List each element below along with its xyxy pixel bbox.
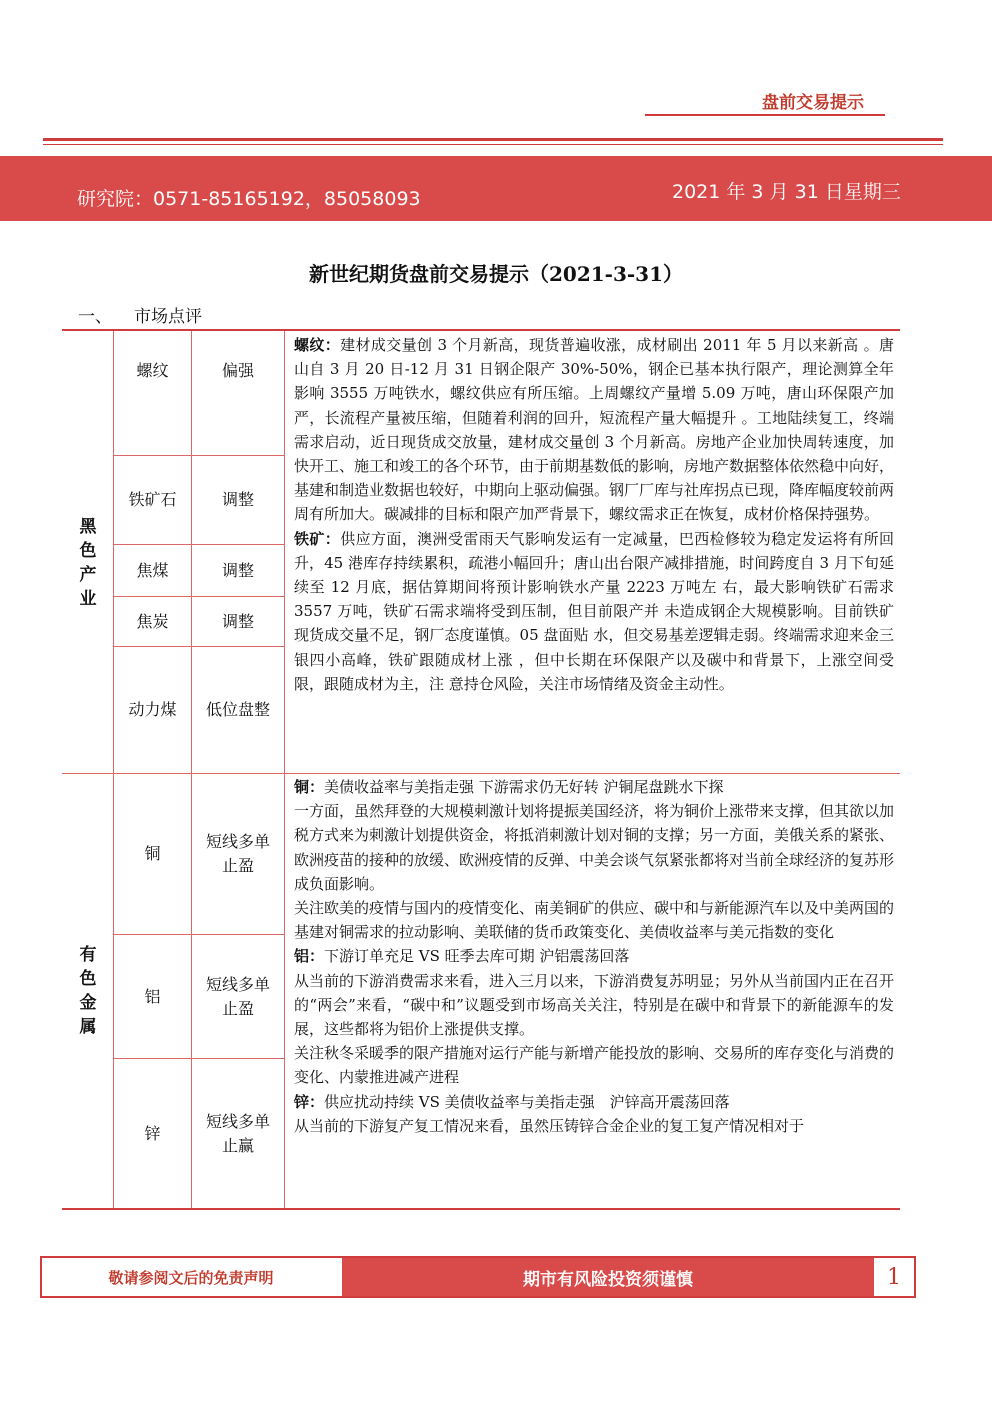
al-paragraph-1: 从当前的下游消费需求来看，进入三月以来，下游消费复苏明显；另外从当前国内正在召开的“两会”来看，“碳中和”议题受到市场高关关注，特别是在碳中和背景下的新能源车的发展，这些都将为铝价上涨提供支撑。 xyxy=(294,971,895,1039)
zn-paragraph-1: 从当前的下游复产复工情况来看，虽然压铸锌合金企业的复工复产情况相对于 xyxy=(294,1116,805,1135)
header-rule-thin xyxy=(43,144,943,145)
row-name: 焦炭 xyxy=(136,611,169,631)
row-view: 偏强 xyxy=(221,361,254,380)
header-tag-underline xyxy=(645,114,885,116)
al-paragraph-2: 关注秋冬采暖季的限产措施对运行产能与新增产能投放的影响、交易所的库存变化与消费的变化、内蒙推进减产进程 xyxy=(294,1044,895,1087)
rebar-label: 螺纹： xyxy=(294,336,341,354)
page-number: 1 xyxy=(887,1264,901,1290)
section-number: 一、 xyxy=(78,307,112,327)
report-date: 2021 年 3 月 31 日星期三 xyxy=(672,181,901,203)
iron-paragraph xyxy=(294,527,894,696)
row-view: 调整 xyxy=(221,611,254,631)
row-name: 焦煤 xyxy=(136,560,169,580)
iron-label: 铁矿： xyxy=(294,529,341,548)
category-black: 黑色产业 xyxy=(79,517,97,609)
zn-head: 供应扰动持续 VS 美债收益率与美指走强 沪锌高开震荡回落 xyxy=(324,1092,730,1111)
al-head: 下游订单充足 VS 旺季去库可期 沪铝震荡回落 xyxy=(324,947,630,966)
category-nonferrous: 有色金属 xyxy=(79,945,97,1037)
zn-heading xyxy=(294,1090,894,1114)
row-name: 动力煤 xyxy=(128,700,177,719)
rebar-body: 建材成交量创 3 个月新高，现货普遍收涨，成材刷出 2011 年 5 月以来新高 。唐山自 3 月 20 日-12 月 31 日钢企限产 30%-50%，钢企已基本执行限产，理论测算全年影响 3555 万吨铁水，螺纹供应有所压缩。上周螺纹产量增 5.09 万吨，唐山环保限产加严，长流程产量被压缩，但随着利润的回升，短流程产量大幅提升 。工地陆续复工，终端需求启动，近日现货成交放量，建材成交量创 3 个月新高。房地产企业加快周转速度，加快开工、施工和竣工的各个环节，由于前期基数低的影响，房地产数据整体依然稳中向好，基建和制造业数据也较好，中期向上驱动偏强。钢厂厂库与社库拐点已现，降库幅度较前两周有所加大。碳减排的目标和限产加严背景下，螺纹需求正在恢复，成材价格保持强势。 xyxy=(294,336,895,524)
table-col-line-3 xyxy=(284,331,285,1208)
contact-info: 研究院：0571-85165192，85058093 xyxy=(77,188,421,210)
al-heading xyxy=(294,944,894,968)
row-name: 铝 xyxy=(144,986,161,1006)
cu-heading xyxy=(294,775,894,799)
footer-disclaimer: 敬请参阅文后的免责声明 xyxy=(108,1268,274,1287)
header-rule-thick xyxy=(43,138,943,141)
zn-label: 锌： xyxy=(294,1092,325,1111)
black-commentary xyxy=(294,333,894,696)
section-label: 市场点评 xyxy=(134,307,202,327)
cu-head: 美债收益率与美指走强 下游需求仍无好转 沪铜尾盘跳水下探 xyxy=(324,778,724,796)
row-name: 铜 xyxy=(144,844,161,863)
row-view: 调整 xyxy=(221,560,254,580)
cu-label: 铜： xyxy=(294,778,325,796)
rebar-paragraph xyxy=(294,333,894,527)
cu-paragraph-1: 一方面，虽然拜登的大规模刺激计划将提振美国经济，将为铜价上涨带来支撑，但其欲以加税方式来为刺激计划提供资金，将抵消刺激计划对铜的支撑；另一方面，美俄关系的紧张、欧洲疫苗的接种的放缓、欧洲疫情的反弹、中美会谈气氛紧张都将对当前全球经济的复苏形成负面影响。 xyxy=(294,802,895,893)
row-view: 短线多单止盈 xyxy=(205,974,270,1018)
row-view: 调整 xyxy=(221,490,254,509)
nonferrous-commentary xyxy=(294,775,894,1138)
cu-paragraph-2: 关注欧美的疫情与国内的疫情变化、南美铜矿的供应、碳中和与新能源汽车以及中美两国的基建对铜需求的拉动影响、美联储的货币政策变化、美债收益率与美元指数的变化 xyxy=(294,899,895,942)
row-view: 低位盘整 xyxy=(205,700,270,719)
table-bottom-rule xyxy=(62,1208,900,1210)
document-title: 新世纪期货盘前交易提示（2021-3-31） xyxy=(308,262,683,286)
al-label: 铝： xyxy=(294,947,325,966)
iron-body: 供应方面，澳洲受雷雨天气影响发运有一定减量，巴西检修较为稳定发运将有所回升，45 港库存持续累积，疏港小幅回升；唐山出台限产减排措施，时间跨度自 3 月下旬延续至 12 月底，据估算期间将预计影响铁水产量 2223 万吨左 右，最大影响铁矿石需求 3557 万吨，铁矿石需求端将受到压制，但目前限产并 未造成钢企大规模影响。目前铁矿现货成交量不足，钢厂态度谨慎。05 盘面贴 水，但交易基差逻辑走弱。终端需求迎来金三银四小高峰，铁矿跟随成材上涨 ，但中长期在环保限产以及碳中和背景下，上涨空间受限，跟随成材为主，注 意持仓风险，关注市场情绪及资金主动性。 xyxy=(294,529,894,693)
row-view: 短线多单止赢 xyxy=(205,1111,270,1155)
footer-risk-notice: 期市有风险投资须谨慎 xyxy=(342,1258,874,1296)
row-view: 短线多单止盈 xyxy=(205,832,270,875)
section-heading xyxy=(78,302,202,327)
row-name: 铁矿石 xyxy=(128,490,177,509)
row-name: 锌 xyxy=(144,1123,161,1143)
header-tag: 盘前交易提示 xyxy=(762,93,864,113)
row-name: 螺纹 xyxy=(136,361,169,380)
